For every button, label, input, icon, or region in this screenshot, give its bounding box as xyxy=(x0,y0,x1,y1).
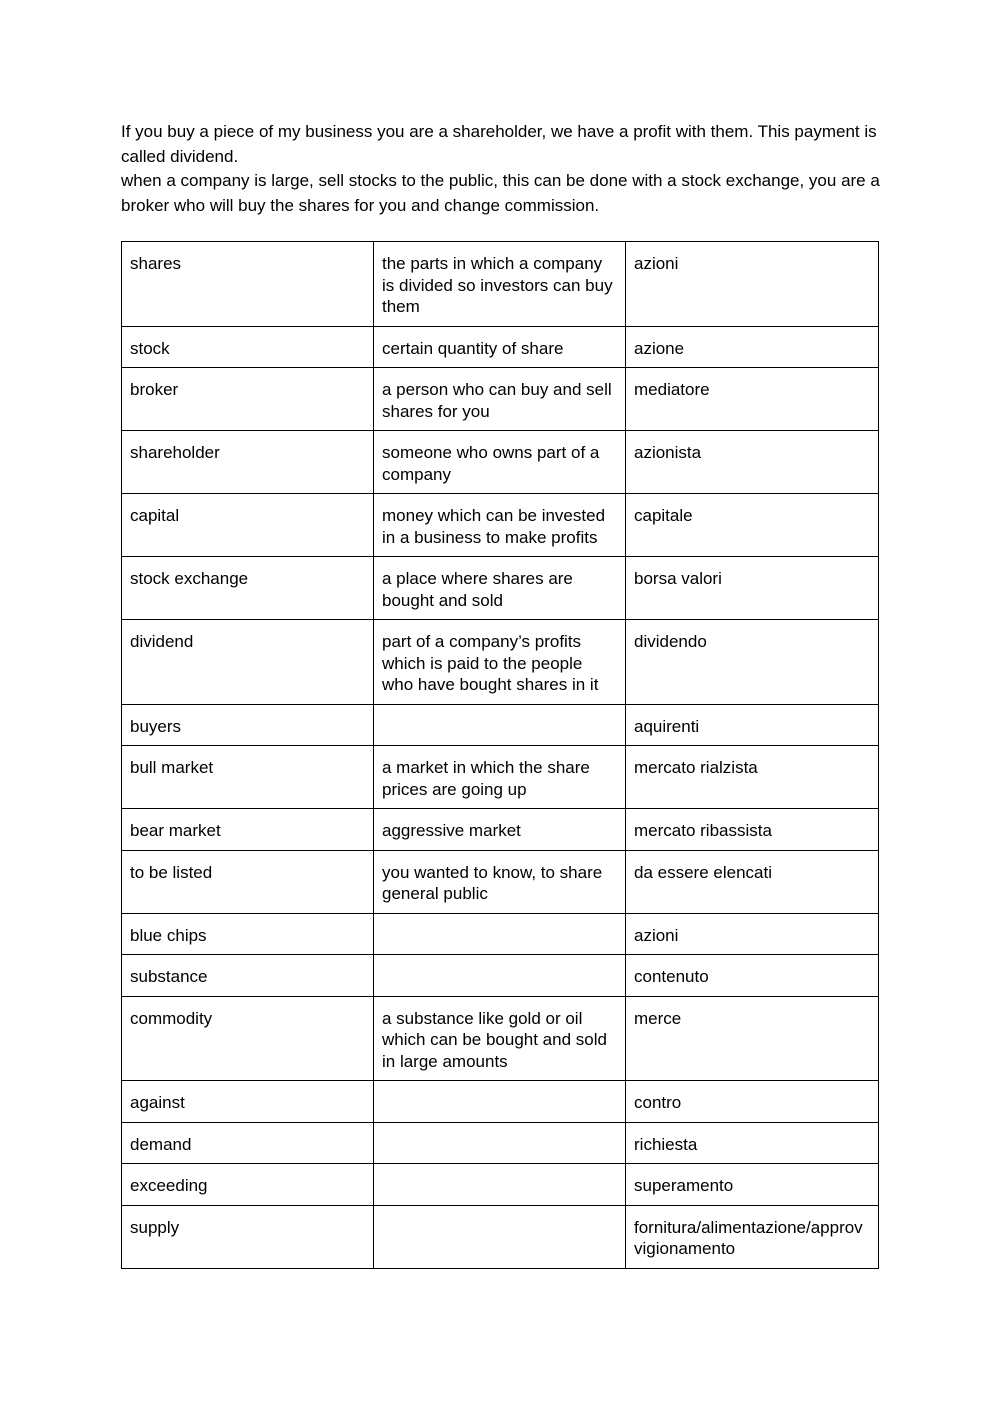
term-cell: shareholder xyxy=(122,431,374,494)
term-cell: stock exchange xyxy=(122,557,374,620)
translation-cell: superamento xyxy=(626,1164,879,1206)
translation-cell: merce xyxy=(626,996,879,1081)
table-row xyxy=(122,913,879,955)
vocabulary-table-body xyxy=(122,242,879,1269)
translation-cell: capitale xyxy=(626,494,879,557)
table-row xyxy=(122,704,879,746)
vocabulary-table xyxy=(121,241,879,1269)
translation-cell: azioni xyxy=(626,242,879,327)
definition-cell xyxy=(374,913,626,955)
definition-cell xyxy=(374,1122,626,1164)
term-cell: dividend xyxy=(122,620,374,705)
definition-cell: someone who owns part of a company xyxy=(374,431,626,494)
translation-cell: dividendo xyxy=(626,620,879,705)
translation-cell: contenuto xyxy=(626,955,879,997)
definition-cell xyxy=(374,955,626,997)
definition-cell: certain quantity of share xyxy=(374,326,626,368)
definition-cell xyxy=(374,704,626,746)
definition-cell xyxy=(374,1081,626,1123)
translation-cell: mercato ribassista xyxy=(626,809,879,851)
term-cell: substance xyxy=(122,955,374,997)
definition-cell xyxy=(374,1205,626,1268)
definition-cell: a substance like gold or oil which can be bought and sold in large amounts xyxy=(374,996,626,1081)
term-cell: broker xyxy=(122,368,374,431)
definition-cell: aggressive market xyxy=(374,809,626,851)
table-row xyxy=(122,368,879,431)
translation-cell: richiesta xyxy=(626,1122,879,1164)
table-row xyxy=(122,746,879,809)
table-row xyxy=(122,431,879,494)
table-row xyxy=(122,996,879,1081)
term-cell: capital xyxy=(122,494,374,557)
translation-cell: azionista xyxy=(626,431,879,494)
definition-cell: you wanted to know, to share general public xyxy=(374,850,626,913)
table-row xyxy=(122,1122,879,1164)
intro-paragraph-2: when a company is large, sell stocks to the public, this can be done with a stock exchange, you are a broker who will buy the shares for you and change commission. xyxy=(121,171,880,215)
term-cell: supply xyxy=(122,1205,374,1268)
translation-cell: fornitura/alimentazione/approvvigionamento xyxy=(626,1205,879,1268)
table-row xyxy=(122,620,879,705)
definition-cell: a place where shares are bought and sold xyxy=(374,557,626,620)
translation-cell: azione xyxy=(626,326,879,368)
term-cell: stock xyxy=(122,326,374,368)
table-row xyxy=(122,1164,879,1206)
table-row xyxy=(122,955,879,997)
table-row xyxy=(122,494,879,557)
table-row xyxy=(122,242,879,327)
definition-cell: a market in which the share prices are going up xyxy=(374,746,626,809)
term-cell: commodity xyxy=(122,996,374,1081)
table-row xyxy=(122,1081,879,1123)
term-cell: bull market xyxy=(122,746,374,809)
translation-cell: da essere elencati xyxy=(626,850,879,913)
table-row xyxy=(122,326,879,368)
term-cell: against xyxy=(122,1081,374,1123)
definition-cell: money which can be invested in a business to make profits xyxy=(374,494,626,557)
term-cell: buyers xyxy=(122,704,374,746)
definition-cell: part of a company’s profits which is paid to the people who have bought shares in it xyxy=(374,620,626,705)
translation-cell: contro xyxy=(626,1081,879,1123)
term-cell: demand xyxy=(122,1122,374,1164)
translation-cell: aquirenti xyxy=(626,704,879,746)
term-cell: exceeding xyxy=(122,1164,374,1206)
term-cell: to be listed xyxy=(122,850,374,913)
definition-cell: the parts in which a company is divided so investors can buy them xyxy=(374,242,626,327)
translation-cell: borsa valori xyxy=(626,557,879,620)
definition-cell: a person who can buy and sell shares for you xyxy=(374,368,626,431)
term-cell: shares xyxy=(122,242,374,327)
definition-cell xyxy=(374,1164,626,1206)
translation-cell: mediatore xyxy=(626,368,879,431)
translation-cell: mercato rialzista xyxy=(626,746,879,809)
translation-cell: azioni xyxy=(626,913,879,955)
term-cell: blue chips xyxy=(122,913,374,955)
intro-text xyxy=(121,120,881,218)
table-row xyxy=(122,1205,879,1268)
table-row xyxy=(122,850,879,913)
term-cell: bear market xyxy=(122,809,374,851)
table-row xyxy=(122,809,879,851)
table-row xyxy=(122,557,879,620)
intro-paragraph-1: If you buy a piece of my business you are a shareholder, we have a profit with them. This payment is called dividend. xyxy=(121,122,877,166)
